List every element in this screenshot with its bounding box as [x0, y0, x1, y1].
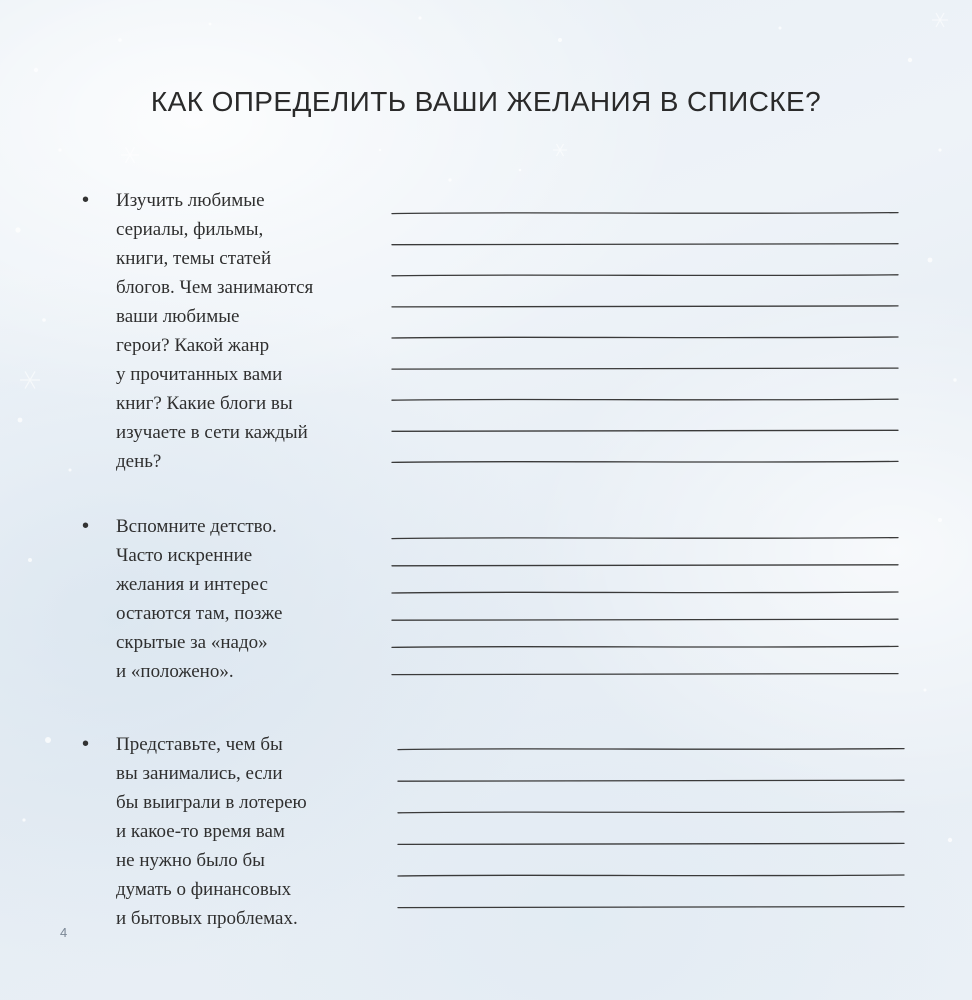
writing-line: [398, 749, 904, 750]
text-line: день?: [116, 451, 162, 472]
text-line: Изучить любимые: [116, 190, 265, 211]
page-title: КАК ОПРЕДЕЛИТЬ ВАШИ ЖЕЛАНИЯ В СПИСКЕ?: [150, 86, 822, 117]
text-line: изучаете в сети каждый: [116, 422, 308, 443]
writing-line: [392, 275, 898, 276]
text-line: Часто искренние: [116, 545, 253, 566]
bullet-icon: •: [82, 733, 90, 755]
text-line: думать о финансовых: [116, 879, 292, 900]
writing-line: [392, 244, 898, 245]
writing-line: [392, 565, 898, 566]
text-line: Вспомните детство.: [116, 516, 277, 537]
writing-line: [398, 812, 904, 813]
text-line: книг? Какие блоги вы: [116, 393, 293, 414]
writing-line: [392, 646, 898, 647]
text-line: у прочитанных вами: [116, 364, 283, 385]
writing-line: [392, 538, 898, 539]
text-line: Представьте, чем бы: [116, 734, 283, 755]
writing-line: [392, 619, 898, 620]
writing-line: [392, 430, 898, 431]
text-line: вы занимались, если: [116, 763, 283, 784]
writing-line: [392, 592, 898, 593]
writing-line: [398, 875, 904, 876]
text-line: сериалы, фильмы,: [116, 219, 264, 240]
text-line: и бытовых проблемах.: [116, 908, 298, 929]
writing-area-2[interactable]: [82, 512, 912, 712]
text-line: и «положено».: [116, 661, 234, 682]
text-line: книги, темы статей: [116, 248, 272, 269]
writing-line: [392, 461, 898, 462]
writing-line: [398, 906, 904, 907]
text-line: ваши любимые: [116, 306, 240, 327]
text-line: блогов. Чем занимаются: [116, 277, 314, 298]
text-line: остаются там, позже: [116, 603, 283, 624]
writing-line: [392, 673, 898, 674]
writing-line: [392, 337, 898, 338]
text-line: бы выиграли в лотерею: [116, 792, 307, 813]
writing-line: [392, 368, 898, 369]
writing-line: [398, 843, 904, 844]
writing-area-3[interactable]: [82, 730, 912, 950]
writing-line: [398, 780, 904, 781]
text-line: и какое-то время вам: [116, 821, 285, 842]
writing-line: [392, 306, 898, 307]
writing-area-1[interactable]: [82, 186, 912, 486]
text-line: не нужно было бы: [116, 850, 265, 871]
text-line: желания и интерес: [116, 574, 268, 595]
bullet-icon: •: [82, 515, 90, 537]
writing-line: [392, 399, 898, 400]
text-line: герои? Какой жанр: [116, 335, 270, 356]
writing-line: [392, 213, 898, 214]
bullet-icon: •: [82, 189, 90, 211]
page-number: 4: [60, 925, 68, 940]
text-line: скрытые за «надо»: [116, 632, 268, 653]
